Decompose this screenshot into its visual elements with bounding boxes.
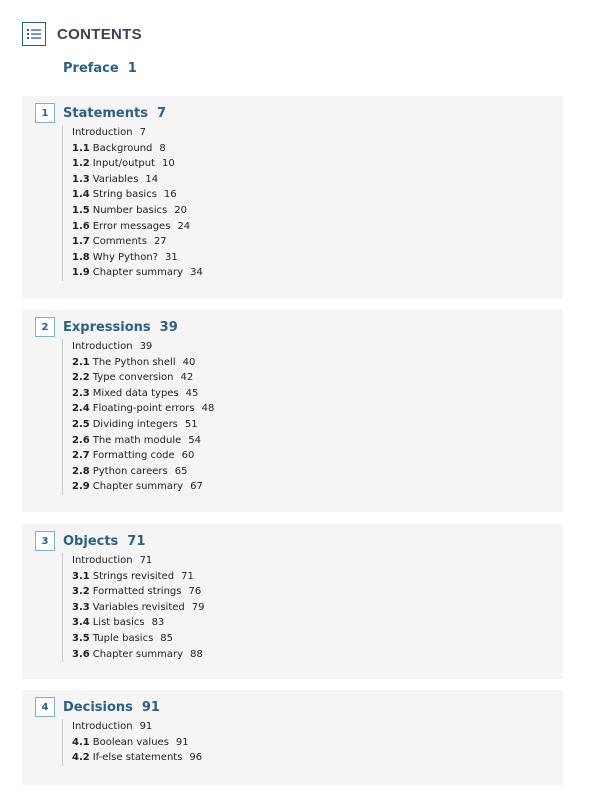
section-item[interactable]: 2.9 Chapter summary 67 xyxy=(72,481,203,493)
chapter-page: 71 xyxy=(127,533,146,549)
section-list xyxy=(62,125,203,281)
chapter-number: 1 xyxy=(35,103,55,123)
contents-header xyxy=(22,20,142,48)
chapter-title-link[interactable] xyxy=(63,106,166,121)
section-item[interactable]: 1.6 Error messages 24 xyxy=(72,220,191,232)
section-list xyxy=(62,339,214,495)
section-item[interactable]: 3.5 Tuple basics 85 xyxy=(72,632,174,644)
chapter-4 xyxy=(22,690,563,785)
section-list xyxy=(62,553,204,662)
list-icon[interactable] xyxy=(22,22,46,46)
chapter-title-link[interactable] xyxy=(63,320,178,335)
preface-page: 1 xyxy=(127,61,137,76)
section-item[interactable]: Introduction 71 xyxy=(72,555,153,566)
chapter-title[interactable]: Objects xyxy=(63,533,119,549)
section-item[interactable]: 1.2 Input/output 10 xyxy=(72,158,175,170)
section-item[interactable]: 3.1 Strings revisited 71 xyxy=(72,570,194,582)
section-item[interactable]: 3.2 Formatted strings 76 xyxy=(72,586,202,598)
section-item[interactable]: 1.9 Chapter summary 34 xyxy=(72,267,203,279)
page-title: CONTENTS xyxy=(57,25,142,43)
chapter-title[interactable]: Expressions xyxy=(63,319,151,335)
section-item[interactable]: 1.4 String basics 16 xyxy=(72,189,177,201)
chapter-number: 3 xyxy=(35,531,55,551)
chapter-title-link[interactable] xyxy=(63,700,160,715)
section-item[interactable]: 2.8 Python careers 65 xyxy=(72,465,188,477)
section-item[interactable]: 1.5 Number basics 20 xyxy=(72,204,187,216)
section-item[interactable]: 1.3 Variables 14 xyxy=(72,173,159,185)
section-item[interactable]: 2.5 Dividing integers 51 xyxy=(72,418,198,430)
section-item[interactable]: 1.8 Why Python? 31 xyxy=(72,251,178,263)
section-item[interactable]: 2.2 Type conversion 42 xyxy=(72,372,194,384)
section-item[interactable]: 3.6 Chapter summary 88 xyxy=(72,648,203,660)
section-item[interactable]: 3.3 Variables revisited 79 xyxy=(72,601,205,613)
section-item[interactable]: 1.7 Comments 27 xyxy=(72,236,167,248)
section-item[interactable]: 3.4 List basics 83 xyxy=(72,617,165,629)
section-item[interactable]: 4.2 If-else statements 96 xyxy=(72,752,203,764)
chapter-title-link[interactable] xyxy=(63,534,145,549)
chapter-3 xyxy=(22,524,563,679)
section-item[interactable]: 4.1 Boolean values 91 xyxy=(72,736,189,748)
section-item[interactable]: 2.3 Mixed data types 45 xyxy=(72,387,199,399)
section-list xyxy=(62,719,202,766)
preface-label[interactable]: Preface xyxy=(63,61,119,76)
chapter-number: 4 xyxy=(35,697,55,717)
chapter-1 xyxy=(22,96,563,298)
preface-link[interactable] xyxy=(63,61,137,76)
section-item[interactable]: 2.1 The Python shell 40 xyxy=(72,356,196,368)
chapter-page: 39 xyxy=(159,319,178,335)
chapter-title[interactable]: Statements xyxy=(63,105,148,121)
section-item[interactable]: 2.4 Floating-point errors 48 xyxy=(72,403,215,415)
chapter-title[interactable]: Decisions xyxy=(63,699,133,715)
chapter-2 xyxy=(22,310,563,512)
section-item[interactable]: 2.6 The math module 54 xyxy=(72,434,202,446)
section-item[interactable]: Introduction 39 xyxy=(72,341,153,352)
chapter-page: 91 xyxy=(141,699,160,715)
section-item[interactable]: 2.7 Formatting code 60 xyxy=(72,450,195,462)
chapter-page: 7 xyxy=(156,105,166,121)
section-item[interactable]: Introduction 91 xyxy=(72,721,153,732)
chapter-number: 2 xyxy=(35,317,55,337)
section-item[interactable]: 1.1 Background 8 xyxy=(72,142,166,154)
section-item[interactable]: Introduction 7 xyxy=(72,127,146,138)
